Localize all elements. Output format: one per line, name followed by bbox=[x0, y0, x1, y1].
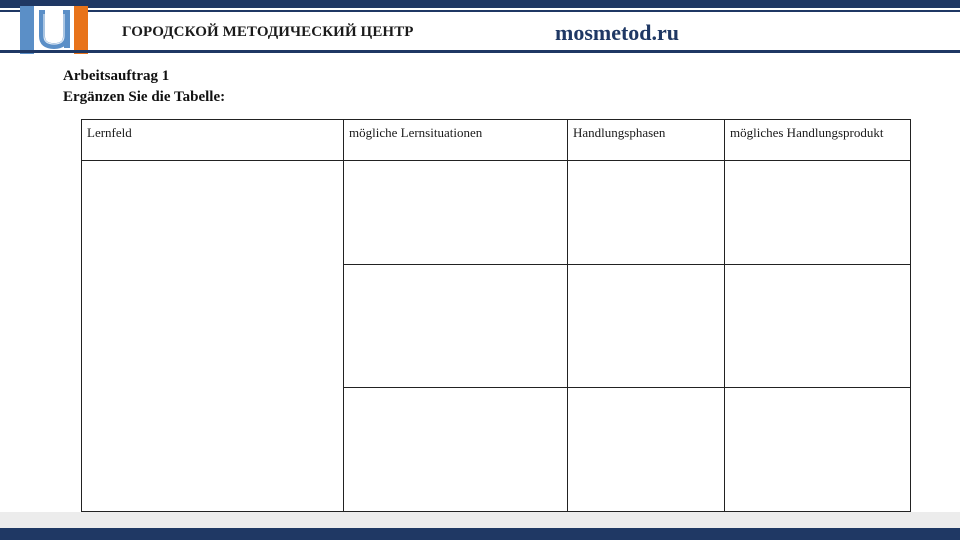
header-top-band bbox=[0, 0, 960, 8]
table-cell-lernfeld[interactable] bbox=[82, 161, 344, 512]
table-cell[interactable] bbox=[568, 265, 725, 388]
table-cell[interactable] bbox=[344, 161, 568, 265]
site-url[interactable]: mosmetod.ru bbox=[555, 20, 680, 45]
table-cell[interactable] bbox=[344, 265, 568, 388]
header-top-thin-band bbox=[0, 10, 960, 12]
task-instruction: Ergänzen Sie die Tabelle: bbox=[63, 89, 226, 105]
header-divider bbox=[0, 50, 960, 53]
table-cell[interactable] bbox=[725, 265, 911, 388]
worksheet-table bbox=[81, 119, 911, 512]
table-cell[interactable] bbox=[344, 388, 568, 512]
table-header-row bbox=[82, 120, 911, 161]
mosmetod-logo-icon bbox=[20, 4, 88, 54]
header-cell-handlungsprodukt: mögliches Handlungsprodukt bbox=[725, 120, 911, 161]
table-row bbox=[82, 161, 911, 265]
center-name: ГОРОДСКОЙ МЕТОДИЧЕСКИЙ ЦЕНТР bbox=[122, 24, 414, 40]
table-cell[interactable] bbox=[568, 161, 725, 265]
header-cell-lernsituationen: mögliche Lernsituationen bbox=[344, 120, 568, 161]
footer-navy-band bbox=[0, 528, 960, 540]
footer-gray-band bbox=[0, 512, 960, 528]
table-cell[interactable] bbox=[725, 388, 911, 512]
header-cell-handlungsphasen: Handlungsphasen bbox=[568, 120, 725, 161]
table-cell[interactable] bbox=[725, 161, 911, 265]
header-cell-lernfeld: Lernfeld bbox=[82, 120, 344, 161]
task-title: Arbeitsauftrag 1 bbox=[63, 68, 170, 84]
table-cell[interactable] bbox=[568, 388, 725, 512]
